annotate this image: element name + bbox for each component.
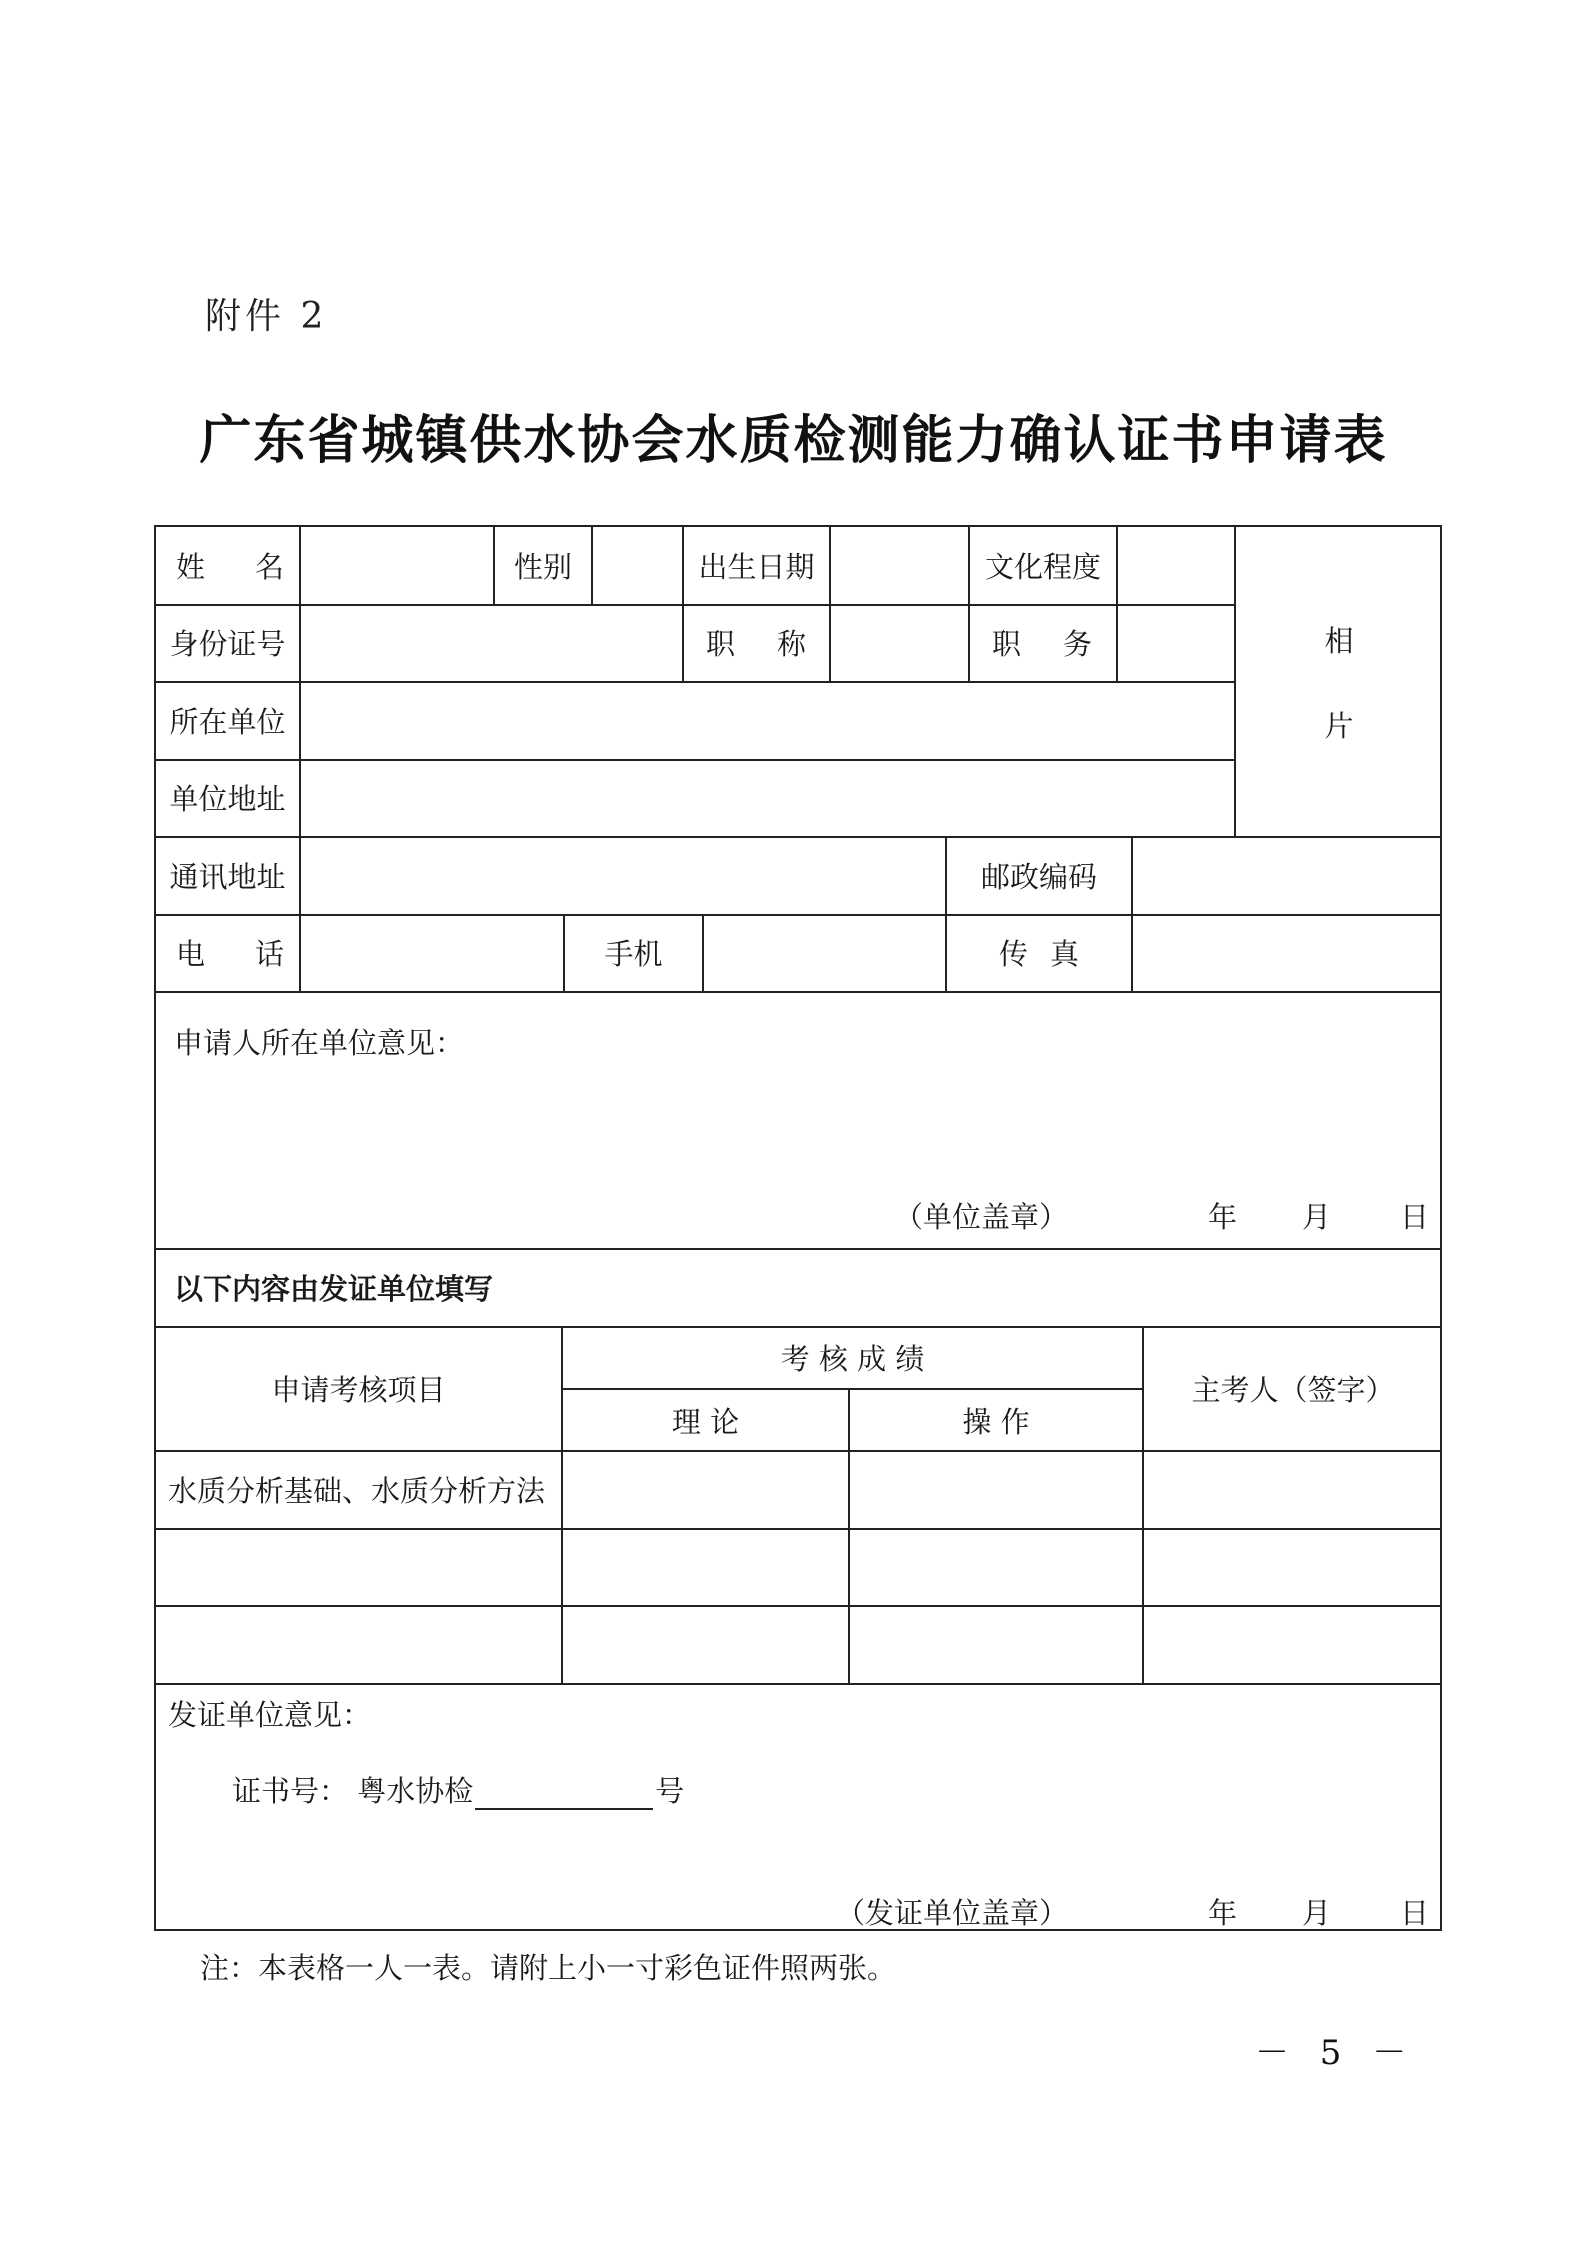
issuer-section-note: 以下内容由发证单位填写 (174, 1271, 494, 1306)
telephone-label: 电 话 (176, 937, 284, 971)
unit-address-label: 单位地址 (169, 782, 286, 816)
fax-label: 传 真 (998, 937, 1080, 971)
issuer-year-label: 年 (1208, 1896, 1238, 1930)
name-label: 姓 名 (176, 550, 284, 584)
examiner-signature-header: 主考人（签字） (1191, 1372, 1395, 1407)
mailing-address-label: 通讯地址 (169, 859, 286, 894)
exam-item-cell: 水质分析基础、水质分析方法 (168, 1473, 546, 1508)
applicant-unit-opinion-label: 申请人所在单位意见： (174, 1026, 465, 1060)
opinion-day-label: 日 (1400, 1200, 1430, 1234)
photo-area: 相 片 (1324, 623, 1354, 743)
opinion-year-label: 年 (1208, 1200, 1238, 1234)
page-number: － 5 － (1255, 2033, 1417, 2073)
practice-score-header: 操 作 (962, 1404, 1030, 1439)
professional-title-label: 职 称 (706, 627, 806, 661)
footer-note: 注：本表格一人一表。请附上小一寸彩色证件照两张。 (200, 1951, 897, 1985)
issuer-month-label: 月 (1302, 1896, 1332, 1930)
unit-seal-label: （单位盖章） (894, 1200, 1069, 1234)
exam-score-header: 考 核 成 绩 (780, 1341, 925, 1376)
opinion-month-label: 月 (1302, 1200, 1332, 1234)
work-unit-label: 所在单位 (169, 704, 286, 739)
theory-score-header: 理 论 (671, 1404, 740, 1439)
issuer-day-label: 日 (1400, 1896, 1430, 1930)
certificate-number-blank (475, 1778, 653, 1810)
issuer-seal-label: （发证单位盖章） (836, 1896, 1069, 1930)
education-label: 文化程度 (984, 550, 1101, 584)
postcode-label: 邮政编码 (980, 859, 1097, 894)
mobile-label: 手机 (604, 937, 663, 971)
issuer-opinion-label: 发证单位意见： (168, 1698, 372, 1732)
application-form (154, 525, 1442, 1931)
gender-label: 性别 (513, 550, 572, 584)
form-title: 广东省城镇供水协会水质检测能力确认证书申请表 (199, 411, 1388, 471)
birth-date-label: 出生日期 (698, 550, 815, 584)
certificate-number-line: 证书号： 粤水协检 号 (232, 1774, 685, 1808)
attachment-label: 附件 2 (205, 296, 328, 337)
id-number-label: 身份证号 (169, 627, 286, 661)
exam-item-header: 申请考核项目 (271, 1372, 446, 1407)
position-label: 职 务 (992, 627, 1092, 661)
